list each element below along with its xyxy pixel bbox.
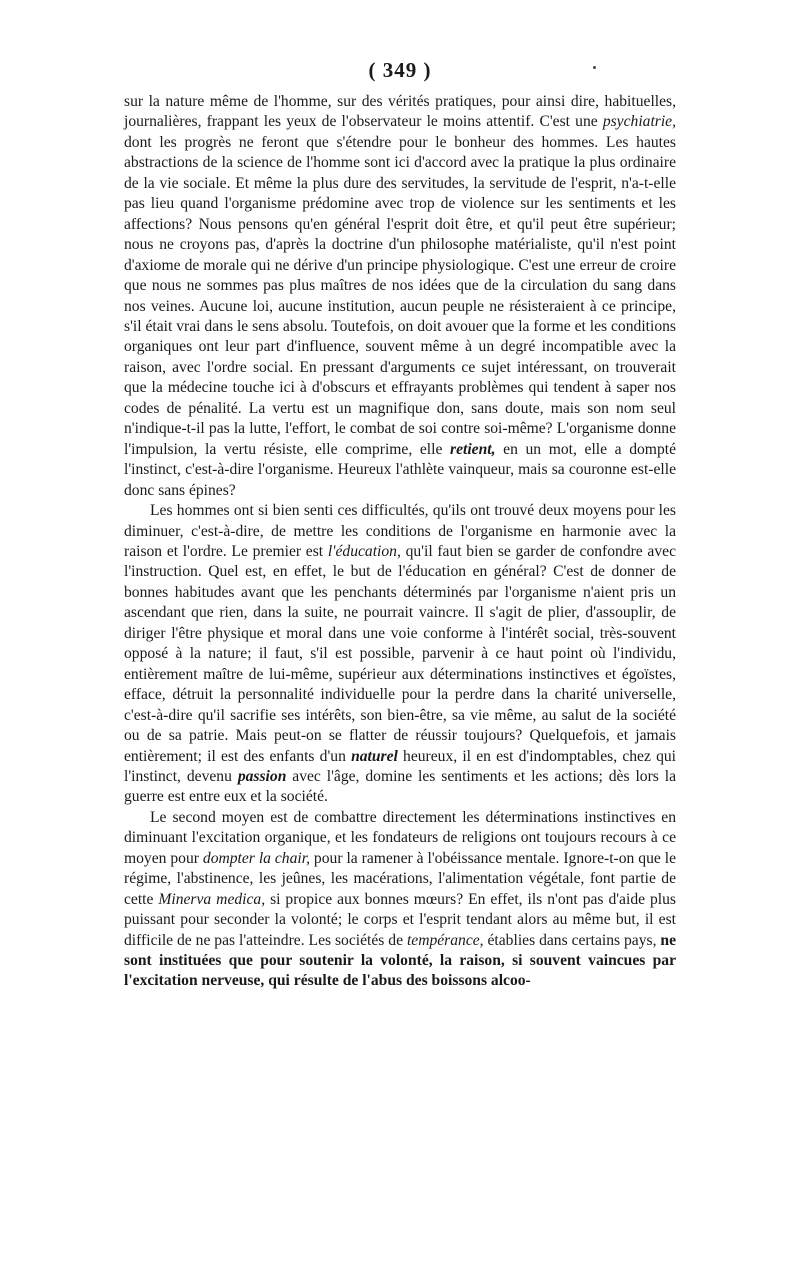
paragraph [124, 808, 676, 992]
paragraph [124, 92, 676, 501]
text-run: tempérance, [406, 931, 484, 949]
text-run: Le second moyen est de combattre directement les déterminations instinctives en diminuant l'excitation organique, et les fondateurs de religions ont toujours recours à ce moyen pour [124, 808, 676, 867]
text-run: établies dans certains pays, [483, 931, 661, 949]
text-run: psychiatrie, [602, 113, 676, 131]
text-run: avec l'âge, domine les sentiments et les actions; dès lors la guerre est entre eux et la société. [124, 767, 677, 806]
page-number: ( 349 ) [368, 58, 432, 82]
print-speck [593, 66, 596, 69]
text-run: Les hommes ont si bien senti ces difficultés, qu'ils ont trouvé deux moyens pour les diminuer, c'est-à-dire, de mettre les conditions de l'organisme en harmonie avec la raison et l'ordre. Le premier est [124, 502, 676, 560]
text-run: heureux, il en est d'indomptables, chez qui l'instinct, devenu [124, 747, 676, 785]
text-run: sur la nature même de l'homme, sur des vérités pratiques, pour ainsi dire, habituelles, journalières, frappant les yeux de l'observateur le moins attentif. C'est une [124, 93, 676, 131]
text-run: ne sont instituées que pour soutenir la volonté, la raison, si souvent vaincues par l'excitation nerveuse, qui résulte de l'abus des boissons alcoo- [124, 931, 677, 990]
text-run: qu'il faut bien se garder de confondre avec l'instruction. Quel est, en effet, le but de l'éducation en général? C'est de donner de bonnes habitudes avant que les penchants déterminés par l'organisme n'aient pris un ascendant que rien, dans la suite, ne pourrait vaincre. Il s'agit de plier, d'assouplir, de diriger l'être physique et moral dans une voie conforme à l'intérêt social, très-souvent opposé à la nature; il faut, s'il est possible, parvenir à ce haut point où l'individu, entièrement maître de lui-même, supérieur aux déterminations instinctives et égoïstes, efface, détruit la personnalité individuelle pour la perdre dans la charité universelle, c'est-à-dire qu'il sacrifie ses intérêts, son bien-être, sa vie même, au salut de la société ou de sa patrie. Mais peut-on se flatter de réussir toujours? Quelquefois, et jamais entièrement; il est des enfants d'un [124, 542, 676, 765]
text-run: en un mot, elle a dompté l'instinct, c'est-à-dire l'organisme. Heureux l'athlète vainqueur, mais sa couronne est-elle donc sans épines? [124, 440, 676, 499]
text-run: dompter la chair, [202, 849, 310, 867]
text-run: Minerva medica, [158, 890, 266, 908]
paragraph [124, 501, 676, 808]
text-run: l'éducation, [327, 542, 401, 560]
text-run: naturel [351, 747, 398, 765]
body-text [124, 92, 676, 992]
text-run: pour la ramener à l'obéissance mentale. Ignore-t-on que le régime, l'abstinence, les jeûnes, les macérations, l'alimentation végétale, font partie de cette [124, 849, 676, 908]
text-run: passion [237, 767, 287, 785]
text-run: dont les progrès ne feront que s'étendre pour le bonheur des hommes. Les hautes abstractions de la science de l'homme sont ici d'accord avec la pratique la plus ordinaire de la vie sociale. Et même la plus dure des servitudes, la servitude de l'esprit, n'a-t-elle pas lieu quand l'organisme prédomine avec trop de violence sur les sentiments et les affections? Nous pensons qu'en général l'esprit doit être, et qu'il peut être supérieur; nous ne croyons pas, d'après la doctrine d'un philosophe matérialiste, qu'il n'est point d'axiome de morale qui ne dérive d'un principe physiologique. C'est une erreur de croire que nous ne sommes pas plus maîtres de nos idées que de la circulation du sang dans nos veines. Aucune loi, aucune institution, aucun peuple ne résisteraient à ce principe, s'il était vrai dans le sens absolu. Toutefois, on doit avouer que la forme et les conditions organiques ont leur part d'influence, souvent même à un degré incompatible avec la raison, avec l'ordre social. En pressant d'arguments ce sujet intéressant, on trouverait que la médecine touche ici à d'obscurs et effrayants problèmes qui tendent à saper nos codes de pénalité. La vertu est un magnifique don, sans doute, mais son nom seul n'indique-t-il pas la lutte, l'effort, le combat de soi contre soi-même? L'organisme donne l'impulsion, la vertu résiste, elle comprime, elle [124, 133, 676, 458]
text-run: si propice aux bonnes mœurs? En effet, ils n'ont pas d'aide plus puissant pour seconder la volonté; le corps et l'esprit tendant alors au même but, il est difficile de ne pas l'atteindre. Les sociétés de [124, 890, 676, 949]
text-run: retient, [450, 440, 496, 458]
